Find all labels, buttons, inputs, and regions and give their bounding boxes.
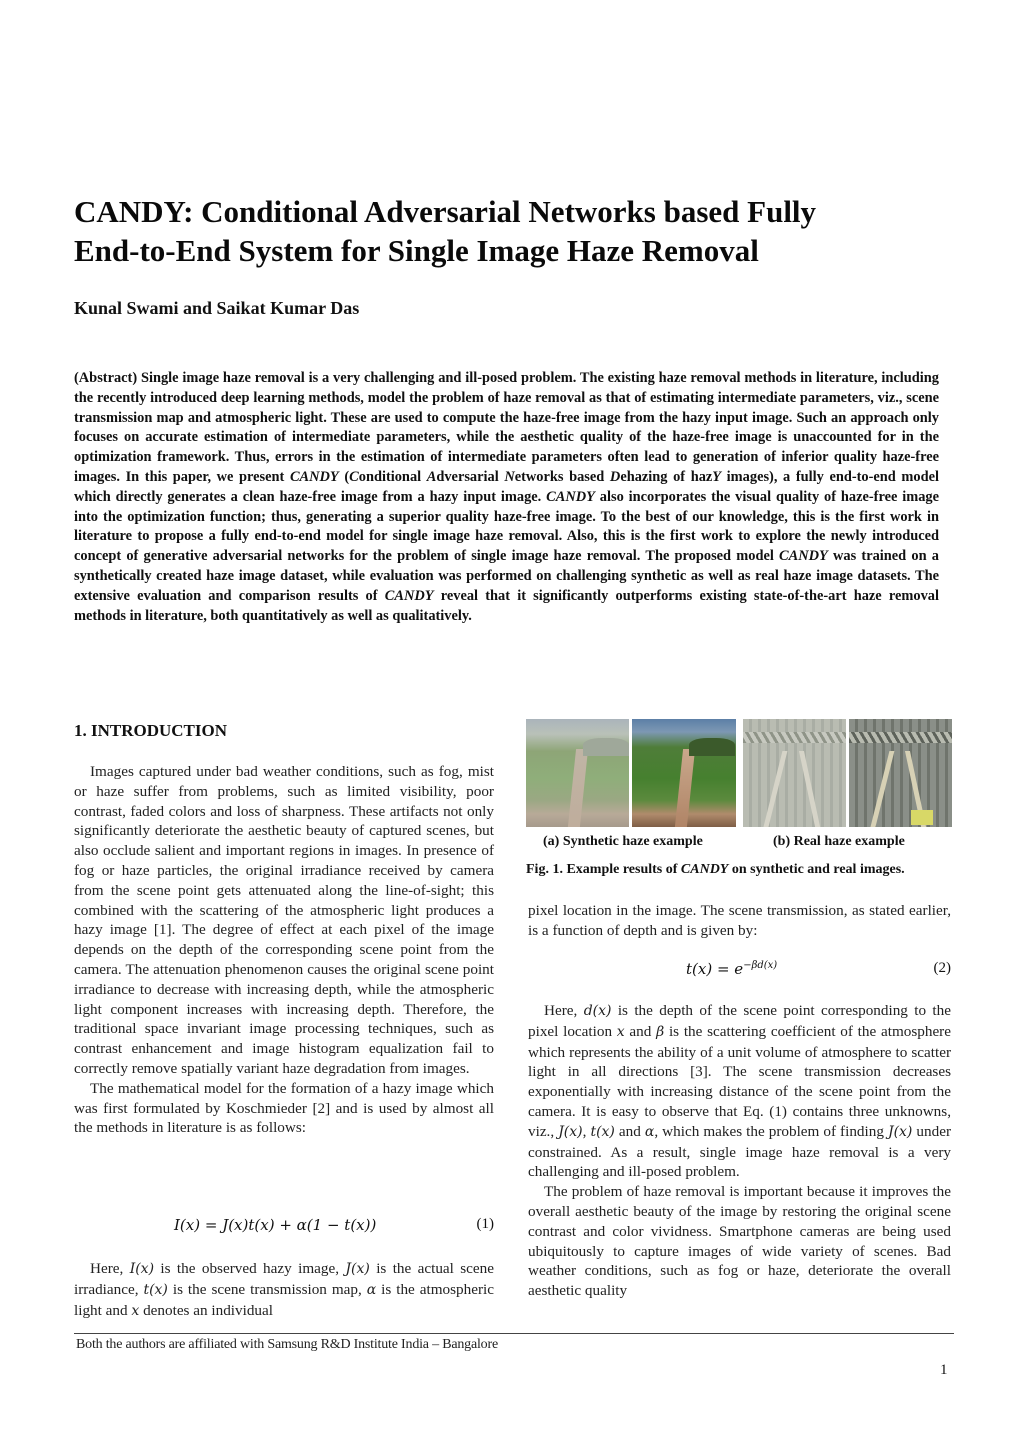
abstract-text: reveal that it significantly outperforms existing state-of-the-art haze removal methods in literature, both quantitatively as well as qualitatively. [74,587,939,624]
abstract-text: ( [338,468,350,485]
paragraph-text: denotes an individual [139,1301,273,1319]
title-line-1: CANDY: Conditional Adversarial Networks based Fully [74,194,817,229]
caption-text: Fig. 1. Example results of [526,862,681,877]
math-symbol: α [644,1123,655,1140]
math-symbol: t(x) [143,1281,168,1298]
equation-lhs: t(x) = e [686,960,744,978]
dehazed-field-output-image [632,719,735,827]
paragraph-text: Here, [544,1002,584,1019]
abstract-text: was trained on a synthetically created haze image dataset, while evaluation was performed on challenging synthetic as well as real haze image datasets. The extensive evaluation and comparison results of [74,548,939,604]
paragraph-text: , [582,1122,591,1140]
math-symbol: d(x) [583,1003,612,1019]
title-line-2: End-to-End System for Single Image Haze Removal [74,233,759,268]
candy-name: CANDY [384,587,434,604]
abstract-text: etworks based [514,468,610,485]
paragraph-text: is the depth of the scene point corresponding to the pixel location [528,1002,951,1040]
caption-text: on synthetic and real images. [728,862,905,877]
math-symbol: β [656,1023,665,1040]
dehazed-highway-output-image [849,719,952,827]
paragraph-text: is the atmospheric light and [74,1280,494,1319]
acronym-letter: C [349,468,359,485]
paragraph-text: and [624,1022,657,1040]
abstract-text: (Abstract) Single image haze removal is a very challenging and ill-posed problem. The existing haze removal methods in literature, including the recently introduced deep learning methods, model the problem of haze removal as that of estimating intermediate parameters, viz., scene transmission map and atmospheric light. These are used to compute the haze-free image from the hazy input image. Such an approach only focuses on accurate estimation of intermediate parameters, while the aesthetic quality of the haze-free image is unaccounted for in the optimization framework. Thus, errors in the estimation of intermediate parameters often lead to generation of inferior quality haze-free images. In this paper, we present [74,370,939,485]
abstract-text: ehazing of haz [620,468,713,485]
paragraph-text: is the scene transmission map, [167,1280,367,1298]
page-number: 1 [940,1362,948,1378]
abstract-text: onditional [358,468,427,485]
math-symbol: α [366,1281,377,1298]
math-symbol: J(x) [558,1123,583,1140]
paragraph-text: Images captured under bad weather conditions, such as fog, mist or haze suffer from problems, such as limited visibility, poor contrast, faded colors and loss of sharpness. These artifacts not only significantly deteriorate the aesthetic beauty of captured scenes, but also occlude salient and important regions in images. In presence of fog or haze particles, the original irradiance received by camera from the scene point gets attenuated along the line-of-sight; this combined with the scattering of the atmospheric light produces a hazy image [1]. The degree of effect at each pixel of the image depends on the depth of the corresponding scene point from the camera. The attenuation phenomenon causes the original scene point irradiance to decrease with increasing depth, while the atmospheric light component increases with increasing depth. Therefore, the traditional space invariant image processing techniques, such as contrast enhancement and image histogram equalization fail to correctly remove spatially variant haze degradation from images. [74,763,494,1077]
paragraph-text: The problem of haze removal is important because it improves the overall aesthetic beauty of the image by restoring the original scene contrast and color vividness. Smartphone cameras are being used ubiquitously to capture images of wide variety of scenes. Bad weather conditions, such as fog or haze, deteriorate the overall aesthetic quality [528,1183,951,1300]
equation-number: (2) [933,960,951,976]
abstract-text: dversarial [436,468,505,485]
paragraph-text: is the actual scene irradiance, [74,1260,494,1298]
abstract-text: images), a fully end-to-end model which directly generates a clean haze-free image from a hazy input image. [74,468,939,505]
hazy-highway-input-image [743,719,846,827]
authors: Kunal Swami and Saikat Kumar Das [74,298,360,318]
paragraph-text: pixel location in the image. The scene transmission, as stated earlier, is a function of depth and is given by: [528,902,951,939]
paragraph-text: The mathematical model for the formation of a hazy image which was first formulated by Koschmieder [2] and is used by almost all the methods in literature is as follows: [74,1079,494,1137]
candy-name: CANDY [680,862,729,877]
paragraph-text: is the scattering coefficient of the atmosphere which represents the ability of a unit volume of atmosphere to scatter light in all directions [3]. The scene transmission decreases exponentially with increasing distance of the scene point from the camera. It is easy to observe that Eq. (1) contains three unknowns, viz., [528,1022,951,1140]
math-symbol: J(x) [887,1123,913,1140]
equation-expression: I(x) = J(x)t(x) + α(1 − t(x)) [174,1216,377,1234]
paragraph-text: , which makes the problem of finding [654,1122,888,1140]
math-symbol: t(x) [590,1123,615,1140]
figure-subcaption-b: (b) Real haze example [773,834,905,849]
equation-1 [74,1216,494,1240]
figure-subcaption-a: (a) Synthetic haze example [543,834,703,849]
paragraph-text: is the observed hazy image, [154,1260,346,1277]
right-column-continuation [528,901,951,941]
candy-name: CANDY [779,548,828,565]
equation-number: (1) [476,1216,494,1232]
math-symbol: x [616,1023,625,1040]
footnote-divider [74,1333,954,1334]
acronym-letter: Y [712,468,722,485]
math-symbol: I(x) [129,1261,155,1277]
candy-name: CANDY [289,468,339,485]
paragraph-text: Here, [90,1260,130,1277]
acronym-letter: A [426,468,437,485]
candy-name: CANDY [546,488,595,505]
affiliation-footnote: Both the authors are affiliated with Samsung R&D Institute India – Bangalore [76,1337,498,1352]
paragraph-text: and [614,1122,645,1140]
equation-exponent: −βd(x) [743,960,778,971]
section-heading-introduction: 1. INTRODUCTION [74,721,228,740]
equation-2 [528,960,951,984]
math-symbol: J(x) [345,1261,370,1277]
intro-paragraph-3 [74,1259,494,1321]
paragraph-text: under constrained. As a result, single image haze removal is a very challenging and ill-posed problem. [528,1122,951,1181]
hazy-field-input-image [526,719,629,827]
acronym-letter: N [504,468,515,485]
math-symbol: x [131,1302,140,1319]
right-paragraph-2 [528,1001,951,1301]
acronym-letter: D [609,468,621,485]
abstract-text: also incorporates the visual quality of haze-free image into the optimization function; thus, generating a superior quality haze-free image. To the best of our knowledge, this is the first work in literature to propose a fully end-to-end model for single image haze removal. Also, this is the first work to explore the newly introduced concept of generative adversarial networks for the problem of single image haze removal. The proposed model [74,488,940,565]
figure-1-caption [526,862,905,878]
intro-paragraph-1 [74,762,494,1138]
figure-1-images [526,719,952,827]
abstract [74,369,939,626]
paper-title [74,192,954,270]
equation-expression [686,960,777,978]
